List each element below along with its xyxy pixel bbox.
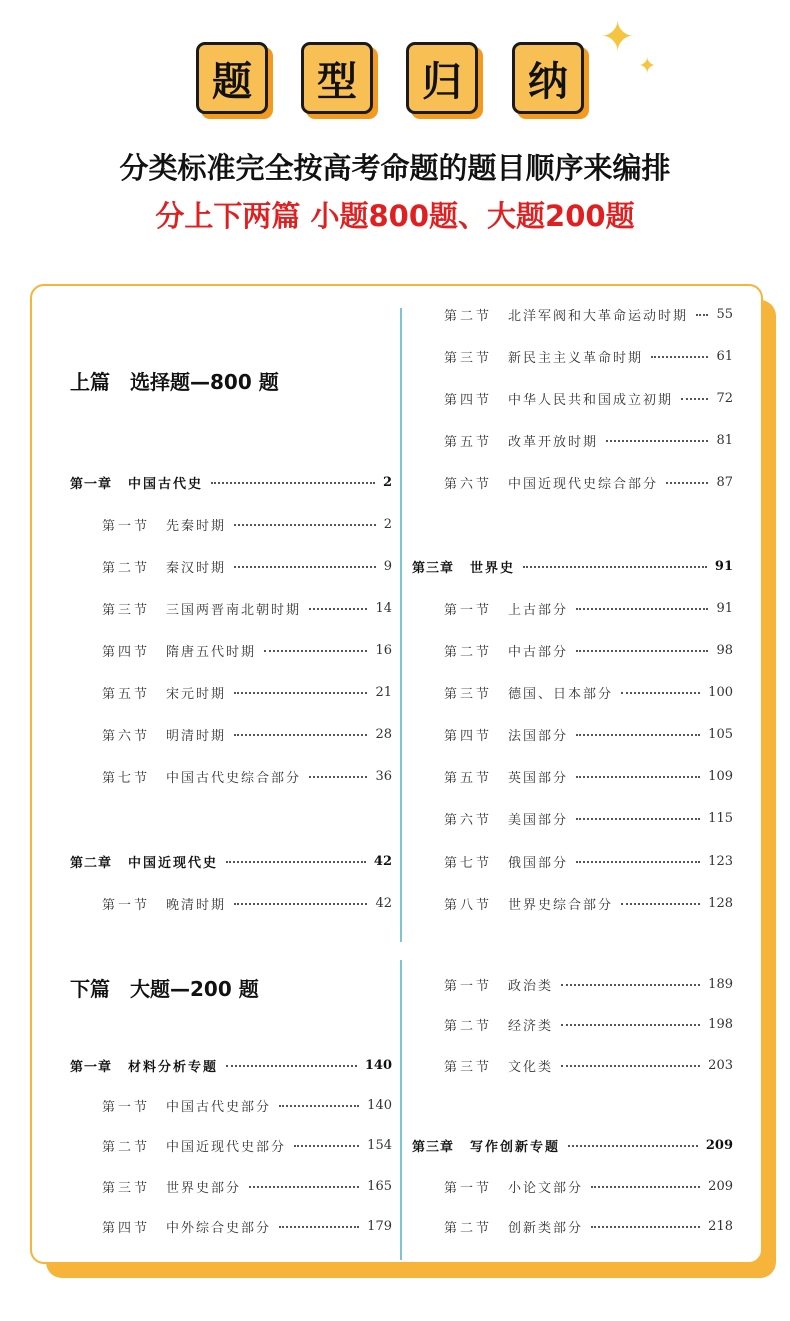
leader-dots (591, 1226, 700, 1228)
page-number: 16 (375, 642, 392, 658)
section-title: 三国两晋南北朝时期 (166, 602, 302, 618)
section-row[interactable] (444, 388, 733, 408)
leader-dots (576, 776, 700, 778)
leader-dots (681, 398, 708, 400)
page-number: 105 (708, 726, 733, 742)
page-number: 87 (716, 474, 733, 490)
leader-dots (249, 1186, 359, 1188)
page-number: 154 (367, 1137, 392, 1153)
chapter-row[interactable] (70, 472, 392, 492)
section-number: 第一节 (102, 518, 151, 534)
section-title: 中国古代史部分 (166, 1099, 272, 1115)
section-number: 第二节 (444, 1018, 493, 1034)
section-number: 第五节 (444, 770, 493, 786)
section-row[interactable] (444, 974, 733, 994)
section-title: 中外综合史部分 (166, 1220, 272, 1236)
leader-dots (234, 566, 376, 568)
section-row[interactable] (444, 1216, 733, 1236)
section-number: 第二节 (102, 1139, 151, 1155)
section-title: 新民主主义革命时期 (508, 350, 644, 366)
leader-dots (561, 1024, 700, 1026)
section-row[interactable] (102, 514, 392, 534)
upper-part-title: 上篇 选择题—800 题 (70, 370, 279, 394)
section-row[interactable] (444, 724, 733, 744)
section-number: 第三节 (444, 350, 493, 366)
section-row[interactable] (444, 1055, 733, 1075)
chapter-title: 世界史 (470, 560, 516, 576)
section-row[interactable] (444, 640, 733, 660)
title-badge-2: 型 (301, 42, 373, 114)
section-row[interactable] (444, 430, 733, 450)
section-title: 中国近现代史部分 (166, 1139, 287, 1155)
leader-dots (309, 608, 367, 610)
section-number: 第三节 (102, 1180, 151, 1196)
section-row[interactable] (102, 893, 392, 913)
page-number: 179 (367, 1218, 392, 1234)
section-number: 第二节 (444, 308, 493, 324)
page-number: 109 (708, 768, 733, 784)
page-number: 61 (716, 348, 733, 364)
leader-dots (696, 314, 708, 316)
page-number: 42 (375, 895, 392, 911)
leader-dots (234, 903, 367, 905)
leader-dots (576, 650, 708, 652)
section-title: 文化类 (508, 1059, 554, 1075)
section-title: 秦汉时期 (166, 560, 227, 576)
section-number: 第一节 (444, 1180, 493, 1196)
chapter-row[interactable] (70, 851, 392, 871)
section-title: 先秦时期 (166, 518, 227, 534)
section-number: 第七节 (444, 855, 493, 871)
section-title: 世界史综合部分 (508, 897, 614, 913)
page-number: 98 (716, 642, 733, 658)
section-row[interactable] (444, 472, 733, 492)
leader-dots (576, 734, 700, 736)
page-number: 55 (716, 306, 733, 322)
chapter-title: 中国近现代史 (128, 855, 219, 871)
section-title: 北洋军阀和大革命运动时期 (508, 308, 689, 324)
chapter-row[interactable] (412, 1135, 733, 1155)
leader-dots (279, 1226, 359, 1228)
chapter-number: 第三章 (412, 1139, 455, 1155)
section-number: 第五节 (444, 434, 493, 450)
chapter-title: 写作创新专题 (470, 1139, 561, 1155)
page-number: 91 (716, 600, 733, 616)
section-number: 第一节 (444, 602, 493, 618)
page-number: 91 (714, 558, 733, 574)
section-number: 第三节 (444, 1059, 493, 1075)
leader-dots (294, 1145, 359, 1147)
chapter-number: 第一章 (70, 476, 113, 492)
section-row[interactable] (102, 1095, 392, 1115)
section-row[interactable] (444, 1014, 733, 1034)
page-number: 165 (367, 1178, 392, 1194)
section-row[interactable] (102, 556, 392, 576)
section-number: 第四节 (102, 1220, 151, 1236)
leader-dots (568, 1145, 698, 1147)
page-number: 2 (383, 516, 392, 532)
chapter-number: 第一章 (70, 1059, 113, 1075)
section-number: 第三节 (444, 686, 493, 702)
section-title: 法国部分 (508, 728, 569, 744)
section-title: 美国部分 (508, 812, 569, 828)
leader-dots (561, 1065, 700, 1067)
page-number: 140 (364, 1057, 392, 1073)
page-number: 81 (716, 432, 733, 448)
section-title: 中华人民共和国成立初期 (508, 392, 674, 408)
leader-dots (279, 1105, 359, 1107)
page-number: 28 (375, 726, 392, 742)
section-row[interactable] (444, 304, 733, 324)
page-number: 203 (708, 1057, 733, 1073)
leader-dots (234, 524, 376, 526)
leader-dots (576, 608, 708, 610)
section-row[interactable] (102, 1216, 392, 1236)
leader-dots (591, 1186, 700, 1188)
section-title: 德国、日本部分 (508, 686, 614, 702)
page-number: 36 (375, 768, 392, 784)
sparkle-small-icon: ✦ (638, 54, 657, 79)
section-number: 第八节 (444, 897, 493, 913)
section-number: 第二节 (444, 644, 493, 660)
page-number: 128 (708, 895, 733, 911)
section-number: 第二节 (444, 1220, 493, 1236)
section-title: 创新类部分 (508, 1220, 584, 1236)
section-number: 第四节 (444, 392, 493, 408)
section-row[interactable] (444, 766, 733, 786)
section-row[interactable] (444, 808, 733, 828)
section-title: 英国部分 (508, 770, 569, 786)
chapter-number: 第二章 (70, 855, 113, 871)
section-number: 第一节 (444, 978, 493, 994)
section-title: 隋唐五代时期 (166, 644, 257, 660)
lower-part-title: 下篇 大题—200 题 (70, 977, 259, 1001)
section-number: 第二节 (102, 560, 151, 576)
section-number: 第四节 (444, 728, 493, 744)
leader-dots (226, 1065, 357, 1067)
section-row[interactable] (444, 682, 733, 702)
section-row[interactable] (102, 1135, 392, 1155)
chapter-number: 第三章 (412, 560, 455, 576)
page-number: 21 (375, 684, 392, 700)
section-title: 明清时期 (166, 728, 227, 744)
section-row[interactable] (444, 346, 733, 366)
section-title: 中国近现代史综合部分 (508, 476, 659, 492)
page-number: 123 (708, 853, 733, 869)
leader-dots (621, 692, 700, 694)
title-badge-1: 题 (196, 42, 268, 114)
leader-dots (666, 482, 708, 484)
subtitle-line-1: 分类标准完全按高考命题的题目顺序来编排 (119, 151, 671, 185)
subtitle-line-2: 分上下两篇 小题800题、大题200题 (155, 199, 635, 233)
section-title: 宋元时期 (166, 686, 227, 702)
section-row[interactable] (102, 640, 392, 660)
page-number: 14 (375, 600, 392, 616)
section-row[interactable] (102, 1176, 392, 1196)
leader-dots (561, 984, 700, 986)
page-number: 2 (382, 474, 392, 490)
page-number: 209 (708, 1178, 733, 1194)
leader-dots (211, 482, 375, 484)
chapter-title: 中国古代史 (128, 476, 204, 492)
section-number: 第六节 (444, 812, 493, 828)
leader-dots (523, 566, 707, 568)
leader-dots (234, 734, 367, 736)
section-row[interactable] (444, 893, 733, 913)
section-title: 世界史部分 (166, 1180, 242, 1196)
section-title: 晚清时期 (166, 897, 227, 913)
leader-dots (309, 776, 367, 778)
leader-dots (226, 861, 366, 863)
section-title: 俄国部分 (508, 855, 569, 871)
chapter-row[interactable] (412, 556, 733, 576)
page-number: 42 (373, 853, 392, 869)
page-number: 115 (708, 810, 733, 826)
page-number: 209 (705, 1137, 733, 1153)
section-title: 改革开放时期 (508, 434, 599, 450)
section-title: 中国古代史综合部分 (166, 770, 302, 786)
column-divider-lower (400, 960, 402, 1260)
section-number: 第七节 (102, 770, 151, 786)
page-number: 218 (708, 1218, 733, 1234)
leader-dots (621, 903, 700, 905)
section-number: 第六节 (444, 476, 493, 492)
title-badge-3: 归 (406, 42, 478, 114)
section-number: 第六节 (102, 728, 151, 744)
section-number: 第三节 (102, 602, 151, 618)
section-row[interactable] (444, 598, 733, 618)
section-row[interactable] (102, 598, 392, 618)
column-divider-upper (400, 308, 402, 942)
title-badge-4: 纳 (512, 42, 584, 114)
section-number: 第四节 (102, 644, 151, 660)
chapter-title: 材料分析专题 (128, 1059, 219, 1075)
section-number: 第一节 (102, 897, 151, 913)
section-number: 第五节 (102, 686, 151, 702)
page-number: 9 (383, 558, 392, 574)
section-row[interactable] (444, 851, 733, 871)
section-title: 小论文部分 (508, 1180, 584, 1196)
section-row[interactable] (102, 724, 392, 744)
page-number: 140 (367, 1097, 392, 1113)
section-number: 第一节 (102, 1099, 151, 1115)
section-row[interactable] (102, 682, 392, 702)
leader-dots (576, 861, 700, 863)
section-row[interactable] (444, 1176, 733, 1196)
section-title: 政治类 (508, 978, 554, 994)
page-number: 100 (708, 684, 733, 700)
page-number: 72 (716, 390, 733, 406)
chapter-row[interactable] (70, 1055, 392, 1075)
sparkle-icon: ✦ (600, 12, 636, 61)
leader-dots (234, 692, 367, 694)
page-number: 198 (708, 1016, 733, 1032)
leader-dots (576, 818, 700, 820)
page-number: 189 (708, 976, 733, 992)
leader-dots (651, 356, 708, 358)
section-title: 中古部分 (508, 644, 569, 660)
section-title: 上古部分 (508, 602, 569, 618)
leader-dots (606, 440, 708, 442)
section-title: 经济类 (508, 1018, 554, 1034)
section-row[interactable] (102, 766, 392, 786)
leader-dots (264, 650, 367, 652)
